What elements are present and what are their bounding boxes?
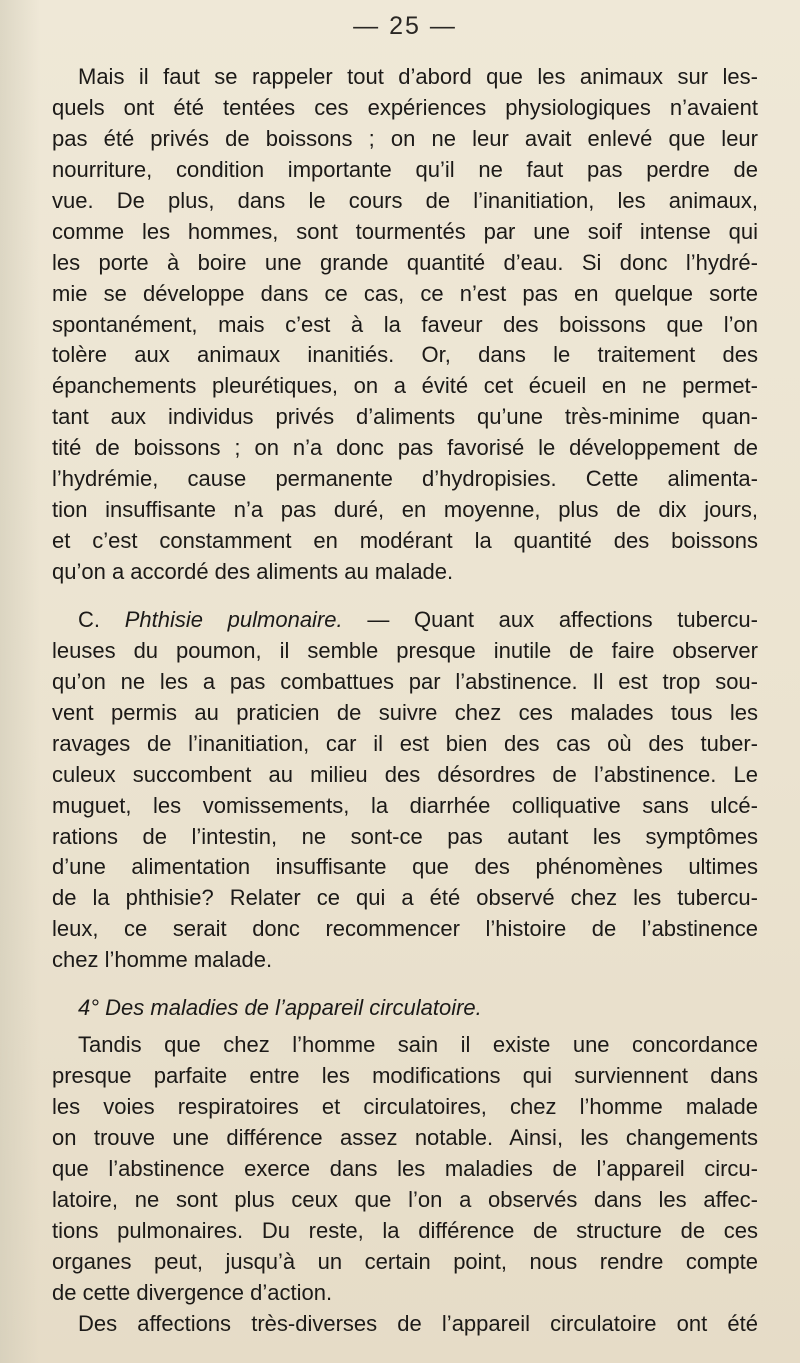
text-line: épanchements pleurétiques, on a évité cet écueil en ne permet- <box>52 373 758 399</box>
text-line: tions pulmonaires. Du reste, la différence de structure de ces <box>52 1217 758 1243</box>
text-line: d’une alimentation insuffisante que des phénomènes ultimes <box>52 854 758 880</box>
text-line: qu’on ne les a pas combattues par l’abstinence. Il est trop sou- <box>52 668 758 694</box>
text-line: muguet, les vomissements, la diarrhée colliquative sans ulcé- <box>52 792 758 818</box>
text-line: on trouve une différence assez notable. Ainsi, les changements <box>52 1124 758 1150</box>
text-line: Tandis que chez l’homme sain il existe une concordance <box>78 1032 758 1058</box>
text-line: vent permis au praticien de suivre chez ces malades tous les <box>52 699 758 725</box>
section-heading: 4° Des maladies de l’appareil circulatoire. <box>78 995 482 1021</box>
text-line: tolère aux animaux inanitiés. Or, dans le traitement des <box>52 342 758 368</box>
text-line: de cette divergence d’action. <box>52 1279 333 1305</box>
paragraph <box>52 605 758 976</box>
text-line: leux, ce serait donc recommencer l’histoire de l’abstinence <box>52 916 758 942</box>
paragraph <box>52 1309 758 1340</box>
text-line: et c’est constamment en modérant la quantité des boissons <box>52 528 758 554</box>
text-line: presque parfaite entre les modifications qui surviennent dans <box>52 1063 758 1089</box>
paragraph <box>52 1030 758 1308</box>
text-line: pas été privés de boissons ; on ne leur avait enlevé que leur <box>52 125 758 151</box>
text-line: de la phthisie? Relater ce qui a été observé chez les tubercu- <box>52 885 758 911</box>
text-line: tant aux individus privés d’aliments qu’une très-minime quan- <box>52 404 758 430</box>
text-line: comme les hommes, sont tourmentés par une soif intense qui <box>52 218 758 244</box>
text-fragment: — Quant aux affections tubercu- <box>367 606 758 632</box>
text-line: quels ont été tentées ces expériences physiologiques n’avaient <box>52 94 758 120</box>
page-number: — 25 — <box>353 12 457 40</box>
text-line: spontanément, mais c’est à la faveur des boissons que l’on <box>52 311 758 337</box>
text-line: qu’on a accordé des aliments au malade. <box>52 559 454 584</box>
text-line: leuses du poumon, il semble presque inutile de faire observer <box>52 637 758 663</box>
text-line: que l’abstinence exerce dans les maladies de l’appareil circu- <box>52 1155 758 1181</box>
text-line: les voies respiratoires et circulatoires, chez l’homme malade <box>52 1094 758 1119</box>
text-line: nourriture, condition importante qu’il ne faut pas perdre de <box>52 156 758 182</box>
text-line: les porte à boire une grande quantité d’eau. Si donc l’hydré- <box>52 249 758 275</box>
paragraph-gap <box>52 588 758 605</box>
paragraph-gap <box>52 976 758 993</box>
page-content <box>52 62 758 1340</box>
text-line: ravages de l’inanitiation, car il est bien des cas où des tuber- <box>52 730 758 756</box>
text-line: Des affections très-diverses de l’appareil circulatoire ont été <box>78 1310 758 1336</box>
text-line: latoire, ne sont plus ceux que l’on a observés dans les affec- <box>52 1186 758 1212</box>
text-line <box>52 605 758 636</box>
section-title: Phthisie pulmonaire. <box>124 606 343 632</box>
text-line: l’hydrémie, cause permanente d’hydropisies. Cette alimenta- <box>52 466 758 492</box>
text-line: rations de l’intestin, ne sont-ce pas autant les symptômes <box>52 823 758 849</box>
text-line: tité de boissons ; on n’a donc pas favorisé le développement de <box>52 435 758 461</box>
text-line: vue. De plus, dans le cours de l’inanitiation, les animaux, <box>52 187 758 213</box>
text-line: mie se développe dans ce cas, ce n’est pas en quelque sorte <box>52 280 758 306</box>
text-line: tion insuffisante n’a pas duré, en moyenne, plus de dix jours, <box>52 497 758 523</box>
paragraph <box>52 62 758 588</box>
text-line: Mais il faut se rappeler tout d’abord que les animaux sur les- <box>78 64 758 89</box>
text-line: culeux succombent au milieu des désordres de l’abstinence. Le <box>52 761 758 787</box>
text-line: chez l’homme malade. <box>52 947 273 973</box>
text-line: organes peut, jusqu’à un certain point, nous rendre compte <box>52 1248 758 1274</box>
section-label: C. <box>78 606 100 632</box>
